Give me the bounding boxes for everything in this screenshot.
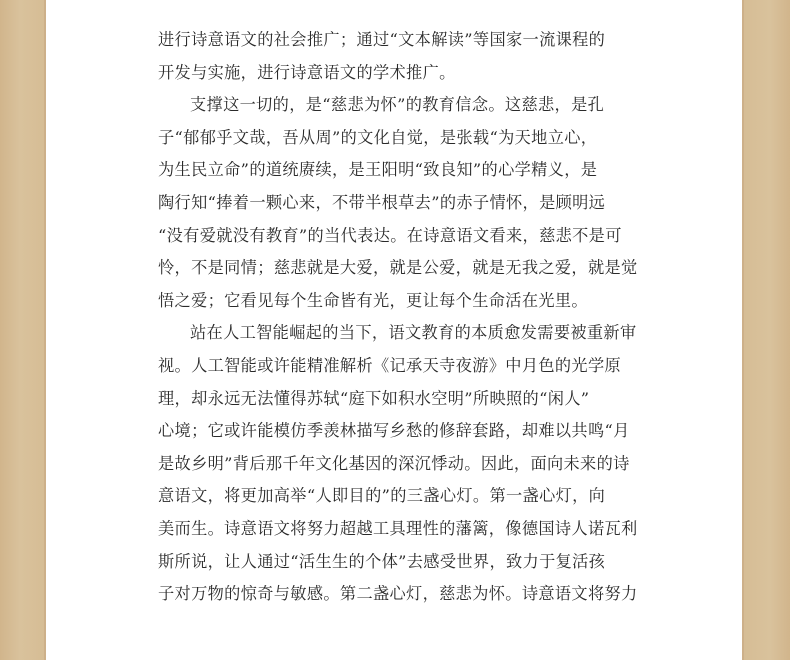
text-line: 子“郁郁乎文哉，吾从周”的文化自觉，是张载“为天地立心， xyxy=(158,127,598,147)
document-page xyxy=(46,0,742,660)
text-line: “没有爱就没有教育”的当代表达。在诗意语文看来，慈悲不是可 xyxy=(158,225,622,245)
text-line: 是故乡明”背后那千年文化基因的深沉悸动。因此，面向未来的诗 xyxy=(158,453,630,473)
text-line: 悟之爱；它看见每个生命皆有光，更让每个生命活在光里。 xyxy=(158,290,588,310)
document-text-block xyxy=(158,24,638,611)
text-line: 怜，不是同情；慈悲就是大爱，就是公爱，就是无我之爱，就是觉 xyxy=(158,258,638,278)
text-line: 视。人工智能或许能精准解析《记承天寺夜游》中月色的光学原 xyxy=(158,355,622,375)
text-line: 心境；它或许能模仿季羡林描写乡愁的修辞套路，却难以共鸣“月 xyxy=(158,421,630,441)
text-line: 斯所说，让人通过“活生生的个体”去感受世界，致力于复活孩 xyxy=(158,551,606,571)
paragraph-start-line: 站在人工智能崛起的当下，语文教育的本质愈发需要被重新审 xyxy=(190,323,637,343)
text-line: 为生民立命”的道统赓续，是王阳明“致良知”的心学精义，是 xyxy=(158,160,598,180)
text-line: 陶行知“捧着一颗心来，不带半根草去”的赤子情怀，是顾明远 xyxy=(158,192,606,212)
text-line: 美而生。诗意语文将努力超越工具理性的藩篱，像德国诗人诺瓦利 xyxy=(158,518,638,538)
text-line: 进行诗意语文的社会推广；通过“文本解读”等国家一流课程的 xyxy=(158,30,606,49)
paragraph-start-line: 支撑这一切的，是“慈悲为怀”的教育信念。这慈悲，是孔 xyxy=(190,95,605,115)
text-line: 意语文，将更加高举“人即目的”的三盏心灯。第一盏心灯，向 xyxy=(158,486,606,506)
text-line: 理，却永远无法懂得苏轼“庭下如积水空明”所映照的“闲人” xyxy=(158,388,590,408)
text-line: 开发与实施，进行诗意语文的学术推广。 xyxy=(158,62,456,82)
text-line: 子对万物的惊奇与敏感。第二盏心灯，慈悲为怀。诗意语文将努力 xyxy=(158,584,638,604)
